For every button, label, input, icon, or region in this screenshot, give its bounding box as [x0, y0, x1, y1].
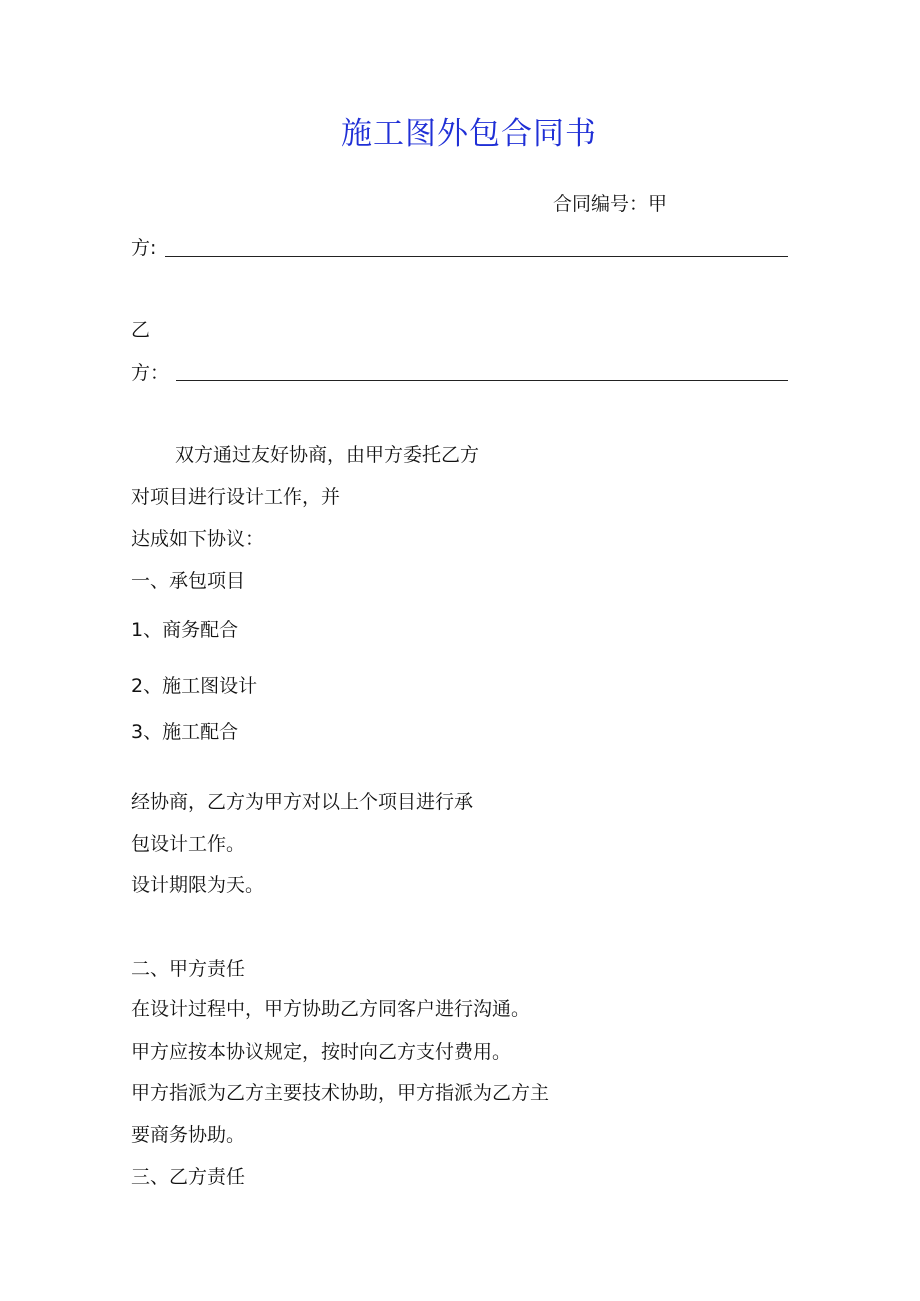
paragraph-1-line-1: 经协商，乙方为甲方对以上个项目进行承 [131, 791, 474, 813]
party-b-char: 乙 [131, 319, 151, 341]
section-1-heading: 一、承包项目 [131, 570, 246, 592]
party-b-blank-line [176, 380, 788, 381]
intro-line-1: 双方通过友好协商，由甲方委托乙方 [175, 444, 480, 466]
section-2-line-3: 甲方指派为乙方主要技术协助，甲方指派为乙方主 [131, 1082, 550, 1104]
section-2-heading: 二、甲方责任 [131, 958, 246, 980]
paragraph-1-line-3: 设计期限为天。 [131, 874, 265, 896]
party-a-label: 方: [131, 237, 157, 259]
paragraph-1-line-2: 包设计工作。 [131, 833, 246, 855]
intro-line-3: 达成如下协议： [131, 528, 265, 550]
party-a-blank-line [165, 256, 788, 257]
section-2-line-2: 甲方应按本协议规定，按时向乙方支付费用。 [131, 1041, 512, 1063]
list-item-1: 1、商务配合 [131, 619, 239, 641]
document-title: 施工图外包合同书 [341, 116, 597, 152]
contract-number-label: 合同编号：甲 [553, 193, 668, 215]
list-item-3: 3、施工配合 [131, 721, 239, 743]
list-item-2: 2、施工图设计 [131, 675, 258, 697]
section-2-line-1: 在设计过程中，甲方协助乙方同客户进行沟通。 [131, 998, 531, 1020]
section-3-heading: 三、乙方责任 [131, 1166, 246, 1188]
intro-line-2: 对项目进行设计工作，并 [131, 486, 341, 508]
section-2-line-4: 要商务协助。 [131, 1124, 246, 1146]
party-b-label: 方： [131, 362, 170, 384]
